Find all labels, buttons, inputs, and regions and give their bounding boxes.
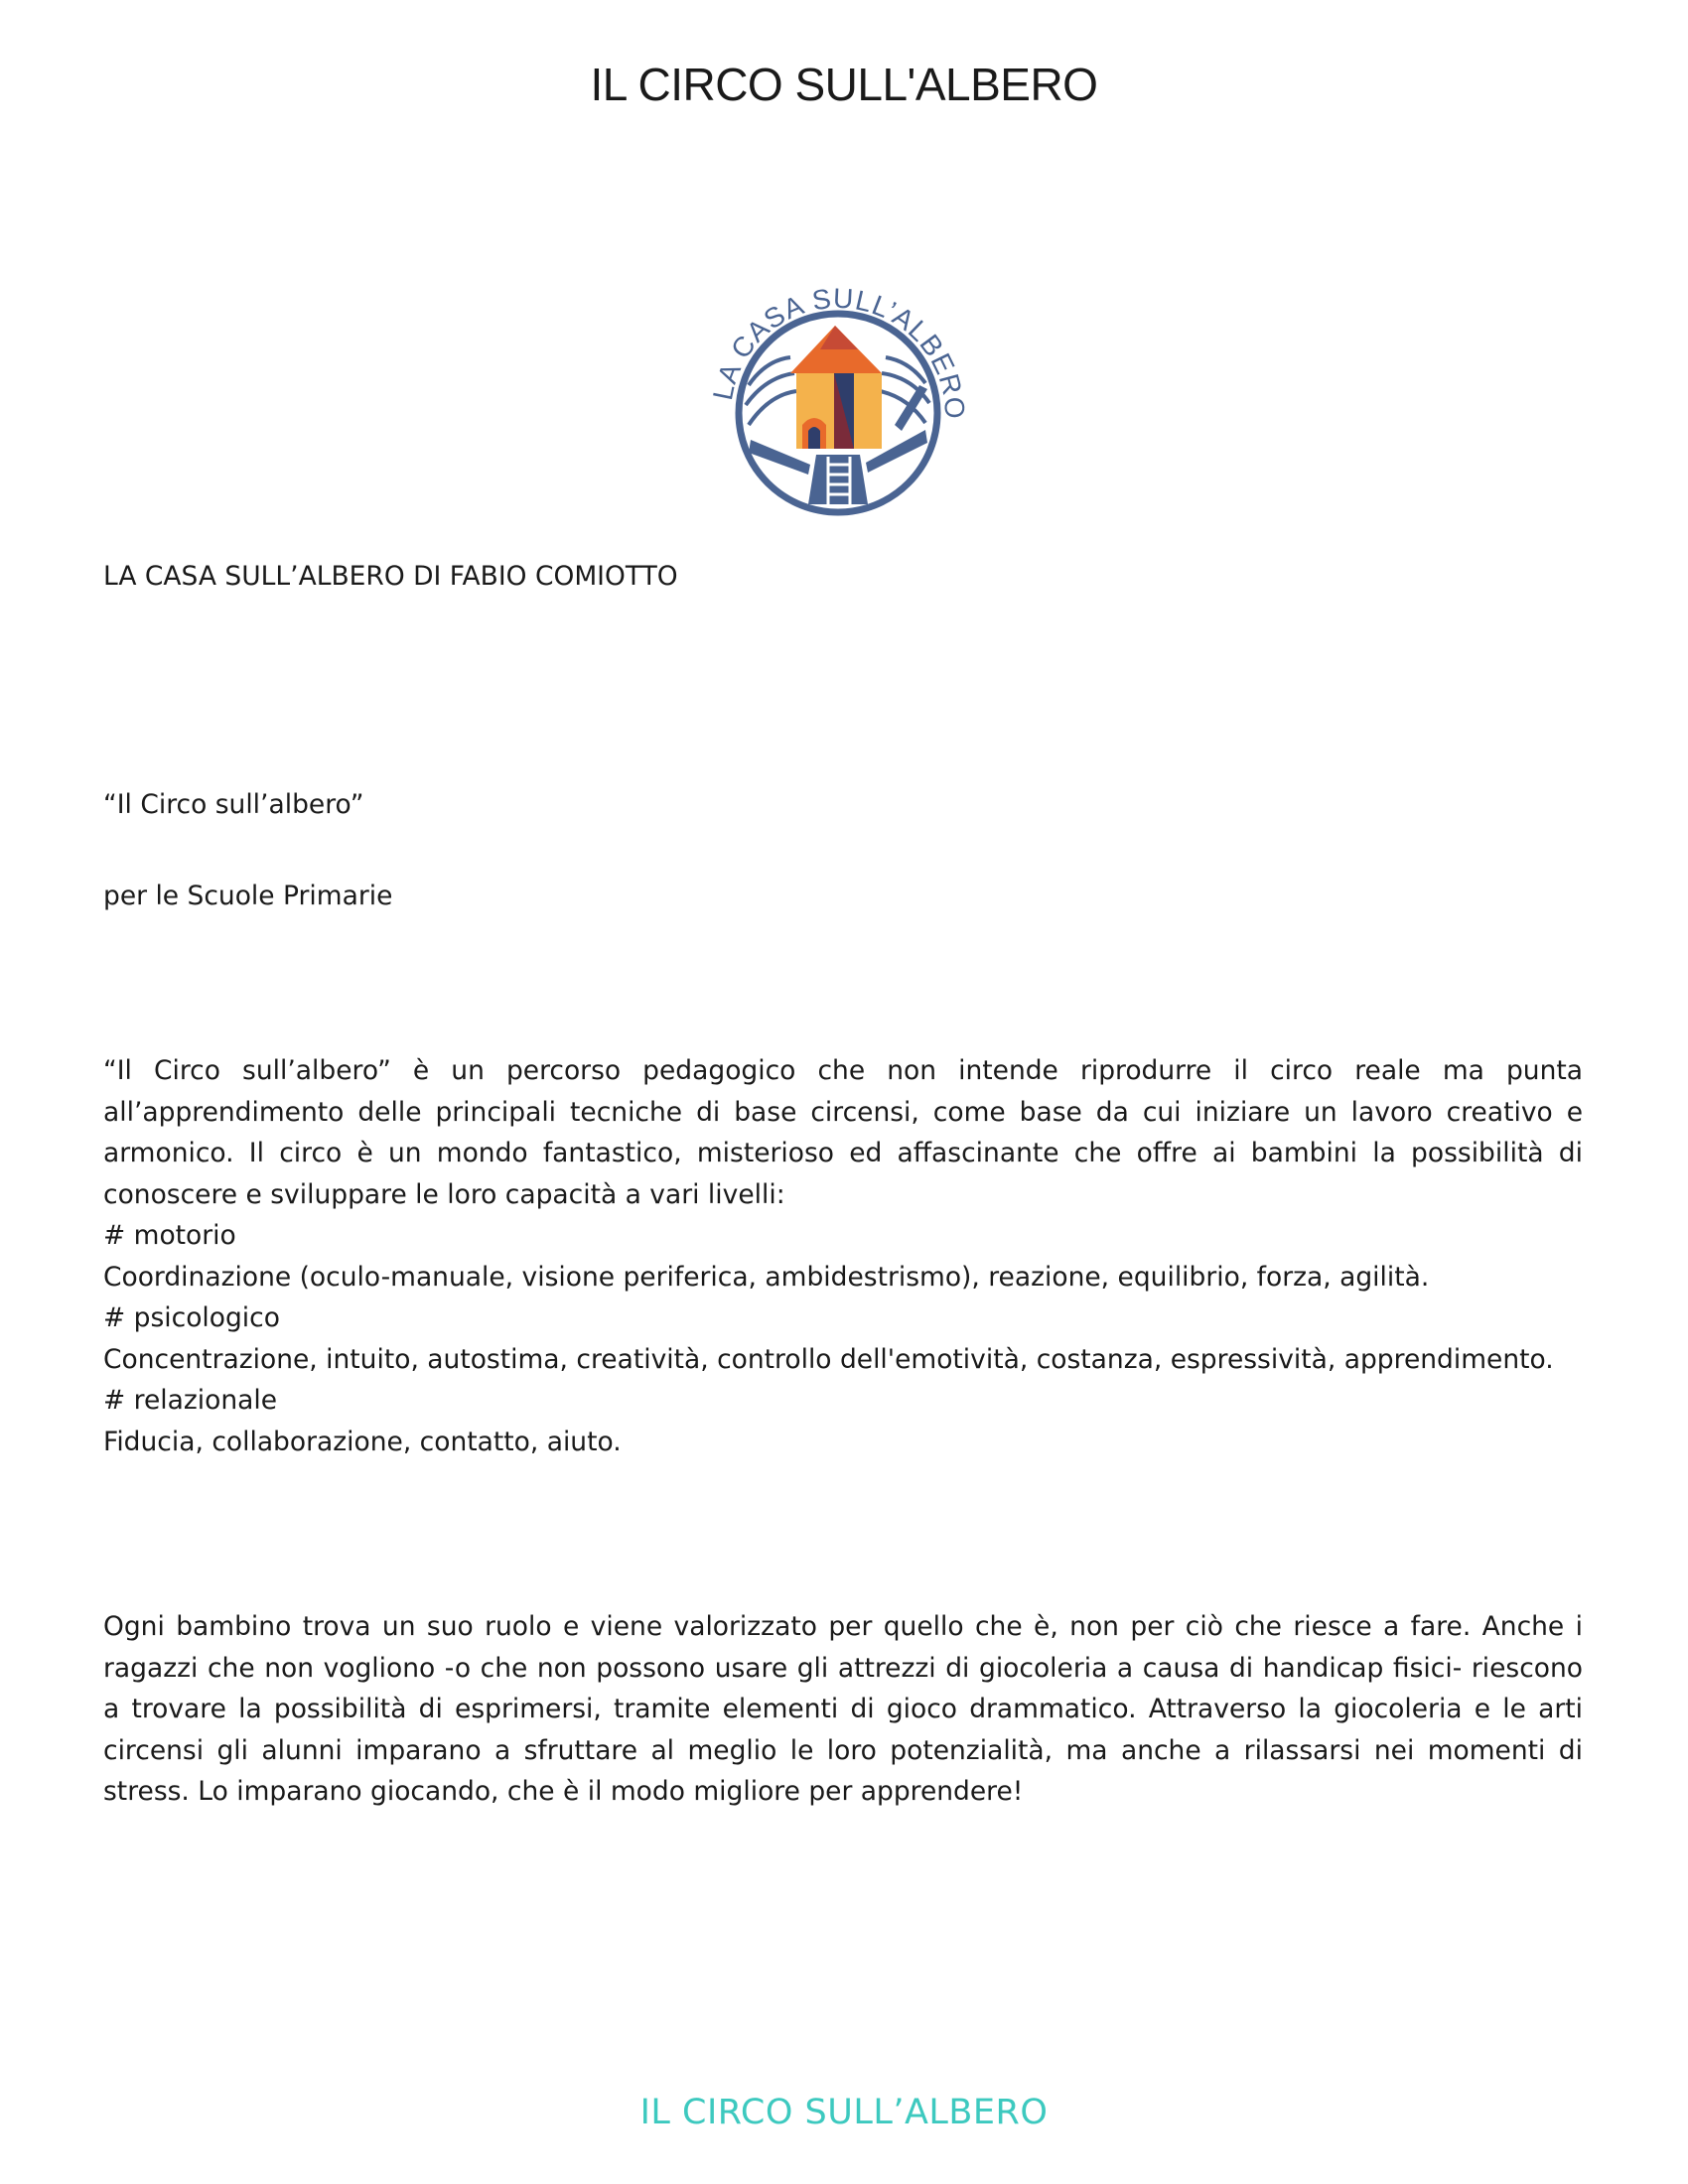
page-footer: IL CIRCO SULL’ALBERO (639, 2093, 1049, 2132)
document-title: IL CIRCO SULL'ALBERO (590, 59, 1098, 110)
area-description-relazionale: Fiducia, collaborazione, contatto, aiuto. (103, 1426, 622, 1457)
treehouse-logo-icon (691, 266, 985, 524)
area-description-motorio: Coordinazione (oculo-manuale, visione periferica, ambidestrismo), reazione, equilibrio, forza, agilità. (103, 1261, 1430, 1293)
area-heading-relazionale: # relazionale (103, 1385, 278, 1416)
closing-paragraph: Ogni bambino trova un suo ruolo e viene valorizzato per quello che è, non per ciò che riesce a fare. Anche i ragazzi che non vogliono -o che non possono usare gli attrezzi di giocoleria a causa di handicap fisici- riescono a trovare la possibilità di esprimersi, tramite elementi di gioco drammatico. Attraverso la giocoleria e le arti circensi gli alunni imparano a sfruttare al meglio le loro potenzialità, ma anche a rilassarsi nei momenti di stress. Lo imparano giocando, che è il modo migliore per apprendere! (103, 1611, 1583, 1807)
intro-paragraph: “Il Circo sull’albero” è un percorso pedagogico che non intende riprodurre il circo reale ma punta all’apprendimento delle principali tecniche di base circensi, come base da cui iniziare un lavoro creativo e armonico. Il circo è un mondo fantastico, misterioso ed affascinante che offre ai bambini la possibilità di conoscere e sviluppare le loro capacità a vari livelli: (103, 1055, 1583, 1210)
area-heading-psicologico: # psicologico (103, 1302, 280, 1333)
intro-section (103, 1050, 1583, 1462)
program-title: “Il Circo sull’albero” (103, 789, 364, 820)
program-audience: per le Scuole Primarie (103, 881, 393, 911)
svg-text:LA CASA SULL’ALBERO: LA CASA SULL’ALBERO (707, 282, 971, 421)
area-description-psicologico: Concentrazione, intuito, autostima, creatività, controllo dell'emotività, costanza, espressività, apprendimento. (103, 1343, 1554, 1375)
document-subtitle: LA CASA SULL’ALBERO DI FABIO COMIOTTO (103, 561, 678, 592)
area-heading-motorio: # motorio (103, 1220, 236, 1251)
